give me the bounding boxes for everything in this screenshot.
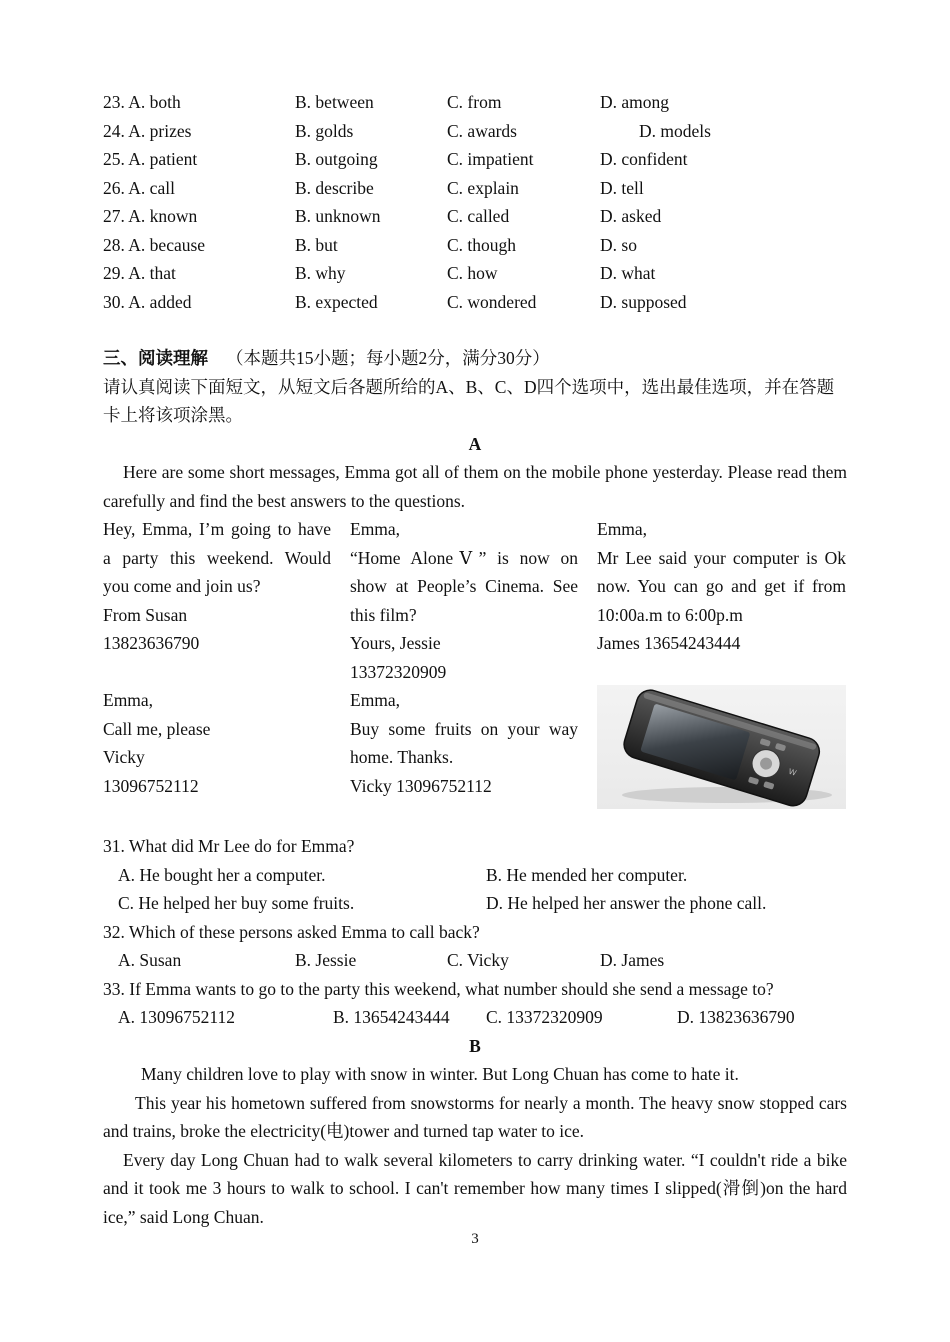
- mobile-phone-image: [597, 685, 846, 809]
- option-c: C. though: [447, 234, 517, 255]
- option-a: 24. A. prizes: [103, 120, 192, 141]
- question-31-options: [103, 889, 847, 918]
- phone-icon: [597, 685, 846, 809]
- question-31: 31. What did Mr Lee do for Emma?: [103, 836, 355, 856]
- message-body: “Home AloneⅤ” is now on show at People’s Cinema. See this film?: [350, 547, 578, 625]
- message-susan: [103, 515, 331, 658]
- message-body: Call me, please: [103, 718, 211, 739]
- question-33: 33. If Emma wants to go to the party this weekend, what number should she send a message to?: [103, 978, 774, 999]
- question-32: 32. Which of these persons asked Emma to call back?: [103, 921, 480, 942]
- option-c: C. Vicky: [447, 950, 509, 970]
- option-row: [103, 174, 847, 203]
- option-row: [103, 288, 847, 317]
- option-c: C. explain: [447, 177, 519, 198]
- option-a: 25. A. patient: [103, 149, 198, 169]
- option-b: B. He mended her computer.: [486, 864, 688, 885]
- option-c: C. how: [447, 263, 498, 283]
- section-instruction: 卡上将该项涂黑。: [103, 405, 243, 425]
- option-c: C. He helped her buy some fruits.: [118, 893, 355, 913]
- option-a: A. He bought her a computer.: [118, 864, 326, 885]
- option-d: D. confident: [600, 149, 688, 169]
- option-b: B. expected: [295, 291, 378, 312]
- message-number: 13823636790: [103, 633, 200, 653]
- message-greeting: Emma,: [350, 519, 401, 539]
- message-sender: Vicky: [103, 747, 145, 767]
- message-sender: Vicky 13096752112: [350, 775, 492, 796]
- option-c: C. from: [447, 92, 502, 112]
- section-heading: [103, 344, 847, 373]
- option-c: C. 13372320909: [486, 1007, 603, 1027]
- option-a: A. Susan: [118, 950, 182, 970]
- option-d: D. asked: [600, 206, 662, 226]
- option-d: D. among: [600, 92, 670, 112]
- section-instruction: 请认真阅读下面短文，从短文后各题所给的A、B、C、D四个选项中，选出最佳选项，并在答题: [103, 376, 835, 397]
- option-d: D. He helped her answer the phone call.: [486, 893, 767, 913]
- option-row: [103, 259, 847, 288]
- option-c: C. wondered: [447, 291, 537, 312]
- message-vicky-fruits: [350, 686, 578, 800]
- option-d: D. James: [600, 950, 665, 970]
- option-b: B. between: [295, 92, 374, 112]
- option-row: [103, 202, 847, 231]
- message-number: 13096752112: [103, 775, 199, 796]
- option-row: [103, 88, 847, 117]
- option-a: 28. A. because: [103, 234, 206, 255]
- option-a: 27. A. known: [103, 206, 198, 226]
- passage-b-heading: B: [469, 1035, 481, 1056]
- message-body: Mr Lee said your computer is Ok now. You can go and get if from 10:00a.m to 6:00p.m: [597, 547, 846, 625]
- passage-b-paragraph: Many children love to play with snow in winter. But Long Chuan has come to hate it.: [141, 1064, 739, 1084]
- page-number: 3: [471, 1231, 479, 1247]
- option-b: B. 13654243444: [333, 1007, 450, 1027]
- option-a: A. 13096752112: [118, 1007, 235, 1027]
- message-greeting: Emma,: [103, 690, 154, 710]
- message-sender: From Susan: [103, 604, 188, 625]
- option-c: C. awards: [447, 120, 517, 141]
- svg-text:W: W: [787, 766, 798, 778]
- message-greeting: Emma,: [350, 690, 401, 710]
- option-row: [103, 231, 847, 260]
- option-c: C. impatient: [447, 149, 534, 169]
- option-b: B. Jessie: [295, 950, 357, 970]
- message-sender: James 13654243444: [597, 633, 741, 653]
- option-b: B. describe: [295, 177, 374, 198]
- option-row: [103, 117, 847, 146]
- option-d: D. models: [639, 120, 711, 141]
- message-vicky-call: [103, 686, 331, 800]
- option-a: 30. A. added: [103, 291, 192, 312]
- option-d: D. supposed: [600, 291, 687, 312]
- option-d: D. tell: [600, 177, 644, 198]
- passage-a-intro: Here are some short messages, Emma got all of them on the mobile phone yesterday. Please read them carefully and find the best answers to the questions.: [103, 462, 847, 511]
- option-a: 26. A. call: [103, 177, 175, 198]
- section-title: 三、阅读理解: [103, 348, 208, 368]
- question-31-options: [103, 861, 847, 890]
- section-note: （本题共15小题；每小题2分，满分30分）: [226, 348, 550, 368]
- option-a: 23. A. both: [103, 92, 181, 112]
- message-greeting: Emma,: [597, 519, 648, 539]
- exam-page: [103, 88, 847, 1231]
- message-james: [597, 515, 846, 658]
- option-b: B. golds: [295, 120, 354, 141]
- question-32-options: [103, 946, 847, 975]
- option-c: C. called: [447, 206, 510, 226]
- option-b: B. unknown: [295, 206, 381, 226]
- option-d: D. what: [600, 263, 656, 283]
- option-d: D. so: [600, 234, 637, 255]
- message-number: 13372320909: [350, 661, 447, 682]
- message-body: Hey, Emma, I’m going to have a party this weekend. Would you come and join us?: [103, 519, 331, 596]
- option-b: B. why: [295, 263, 346, 283]
- option-a: 29. A. that: [103, 263, 176, 283]
- question-33-options: [103, 1003, 847, 1032]
- option-row: [103, 145, 847, 174]
- passage-a-heading: A: [468, 433, 482, 454]
- messages-grid: [103, 515, 847, 825]
- passage-b-paragraph: This year his hometown suffered from snowstorms for nearly a month. The heavy snow stopped cars and trains, broke the electricity(电)tower and turned tap water to ice.: [103, 1092, 847, 1141]
- passage-b-paragraph: Every day Long Chuan had to walk several kilometers to carry drinking water. “I couldn't ride a bike and it took me 3 hours to walk to school. I can't remember how many times I slipped(滑倒)on the hard ice,” said Long Chuan.: [103, 1149, 847, 1227]
- message-jessie: [350, 515, 578, 686]
- message-body: Buy some fruits on your way home. Thanks.: [350, 718, 578, 767]
- option-d: D. 13823636790: [677, 1007, 795, 1027]
- option-b: B. outgoing: [295, 149, 378, 169]
- option-b: B. but: [295, 234, 338, 255]
- cloze-options-list: [103, 88, 847, 316]
- message-sender: Yours, Jessie: [350, 633, 441, 653]
